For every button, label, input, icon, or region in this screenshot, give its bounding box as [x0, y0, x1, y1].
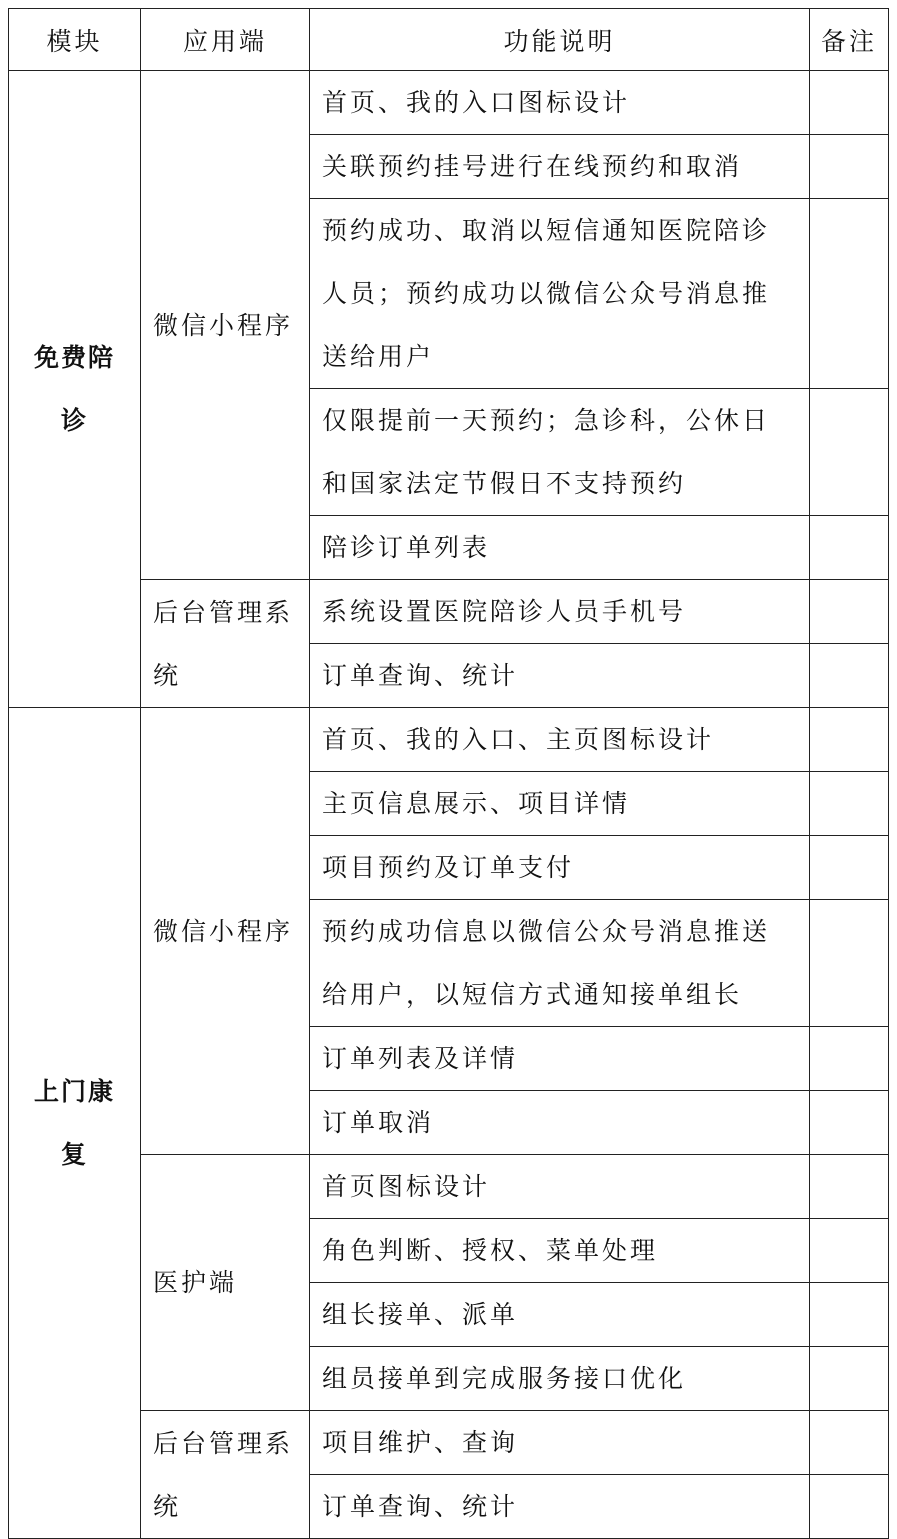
table-row: [9, 71, 889, 135]
description-cell: 订单列表及详情: [310, 1027, 810, 1091]
module-cell: 上门康复: [9, 708, 141, 1539]
client-cell: 后台管理系统: [141, 1411, 310, 1539]
module-cell: 免费陪诊: [9, 71, 141, 708]
note-cell: [810, 389, 889, 516]
note-cell: [810, 708, 889, 772]
note-cell: [810, 135, 889, 199]
header-module: 模块: [9, 9, 141, 71]
description-cell: 陪诊订单列表: [310, 516, 810, 580]
note-cell: [810, 772, 889, 836]
description-cell: 首页图标设计: [310, 1155, 810, 1219]
description-cell: 首页、我的入口图标设计: [310, 71, 810, 135]
note-cell: [810, 900, 889, 1027]
description-cell: 预约成功、取消以短信通知医院陪诊人员；预约成功以微信公众号消息推送给用户: [310, 199, 810, 389]
note-cell: [810, 1411, 889, 1475]
description-cell: 预约成功信息以微信公众号消息推送给用户，以短信方式通知接单组长: [310, 900, 810, 1027]
table-row: [9, 708, 889, 772]
note-cell: [810, 1347, 889, 1411]
note-cell: [810, 1091, 889, 1155]
description-cell: 项目维护、查询: [310, 1411, 810, 1475]
description-cell: 组员接单到完成服务接口优化: [310, 1347, 810, 1411]
table-row: [9, 1411, 889, 1475]
description-cell: 组长接单、派单: [310, 1283, 810, 1347]
client-cell: 后台管理系统: [141, 580, 310, 708]
note-cell: [810, 1283, 889, 1347]
note-cell: [810, 644, 889, 708]
description-cell: 订单取消: [310, 1091, 810, 1155]
note-cell: [810, 1475, 889, 1539]
header-note: 备注: [810, 9, 889, 71]
description-cell: 项目预约及订单支付: [310, 836, 810, 900]
header-description: 功能说明: [310, 9, 810, 71]
description-cell: 订单查询、统计: [310, 1475, 810, 1539]
note-cell: [810, 71, 889, 135]
note-cell: [810, 1027, 889, 1091]
table-row: [9, 1155, 889, 1219]
note-cell: [810, 1219, 889, 1283]
description-cell: 首页、我的入口、主页图标设计: [310, 708, 810, 772]
note-cell: [810, 199, 889, 389]
description-cell: 关联预约挂号进行在线预约和取消: [310, 135, 810, 199]
header-row: [9, 9, 889, 71]
note-cell: [810, 580, 889, 644]
note-cell: [810, 1155, 889, 1219]
feature-table: [8, 8, 889, 1539]
note-cell: [810, 516, 889, 580]
description-cell: 主页信息展示、项目详情: [310, 772, 810, 836]
note-cell: [810, 836, 889, 900]
header-client: 应用端: [141, 9, 310, 71]
description-cell: 系统设置医院陪诊人员手机号: [310, 580, 810, 644]
table-row: [9, 580, 889, 644]
description-cell: 角色判断、授权、菜单处理: [310, 1219, 810, 1283]
client-cell: 医护端: [141, 1155, 310, 1411]
description-cell: 订单查询、统计: [310, 644, 810, 708]
description-cell: 仅限提前一天预约；急诊科，公休日和国家法定节假日不支持预约: [310, 389, 810, 516]
client-cell: 微信小程序: [141, 71, 310, 580]
client-cell: 微信小程序: [141, 708, 310, 1155]
